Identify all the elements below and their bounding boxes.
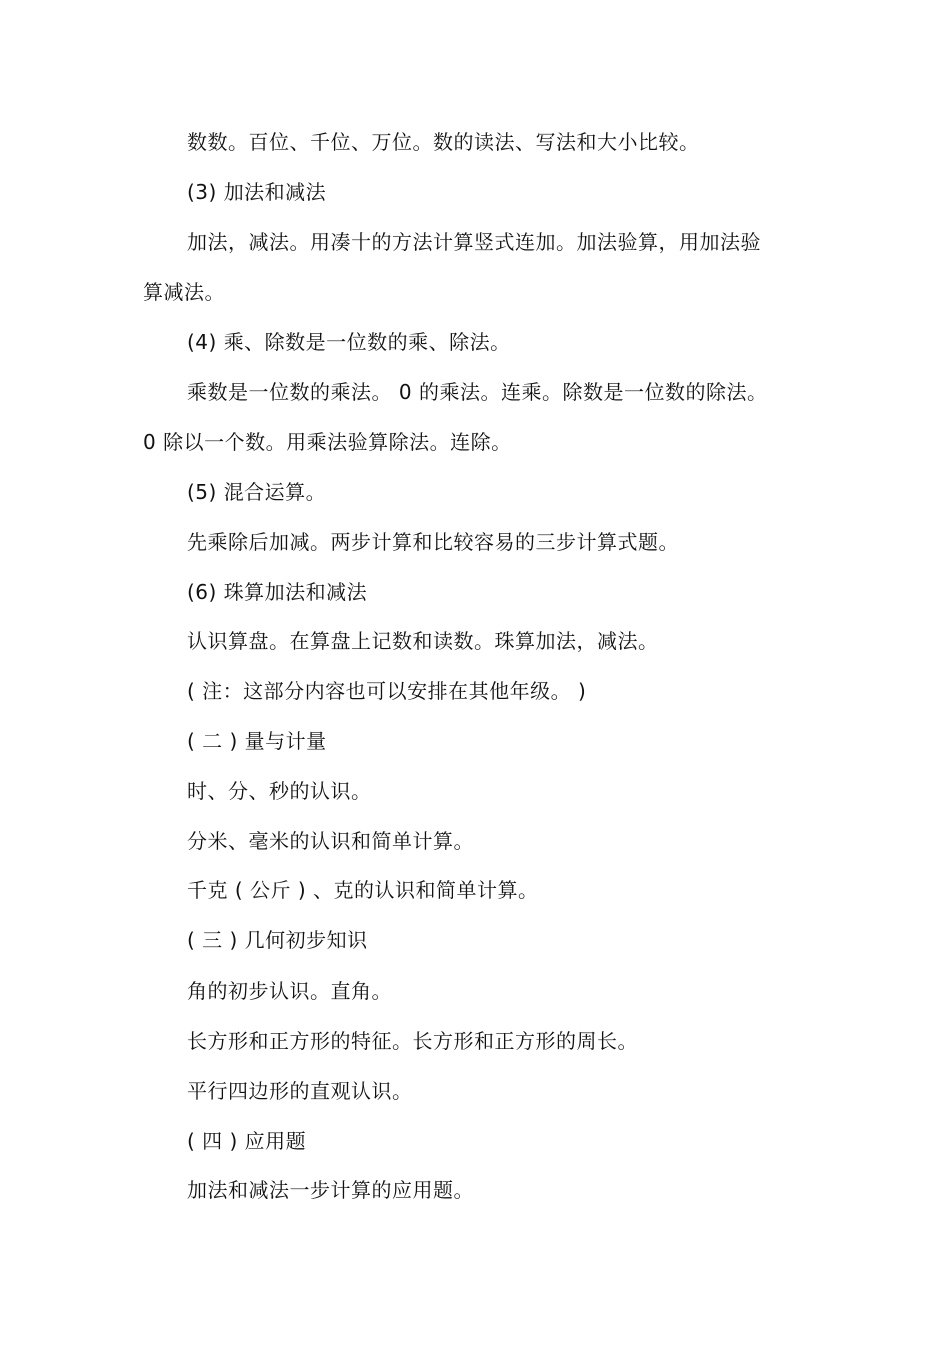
- text-line: 角的初步认识。直角。: [187, 979, 392, 1003]
- text-line: 0 除以一个数。用乘法验算除法。连除。: [143, 430, 512, 454]
- section-heading: (5) 混合运算。: [187, 480, 327, 504]
- text-line: 加法和减法一步计算的应用题。: [187, 1178, 474, 1202]
- section-heading: (4) 乘、除数是一位数的乘、除法。: [187, 330, 511, 354]
- text-line: 认识算盘。在算盘上记数和读数。珠算加法，减法。: [187, 629, 659, 653]
- section-heading: ( 四 ) 应用题: [187, 1129, 307, 1153]
- text-line: 千克 ( 公斤 ) 、克的认识和简单计算。: [187, 878, 539, 902]
- section-heading: ( 二 ) 量与计量: [187, 729, 327, 753]
- note-line: ( 注：这部分内容也可以安排在其他年级。 ): [187, 679, 587, 703]
- section-heading: ( 三 ) 几何初步知识: [187, 928, 368, 952]
- text-line: 平行四边形的直观认识。: [187, 1079, 413, 1103]
- text-line: 先乘除后加减。两步计算和比较容易的三步计算式题。: [187, 530, 679, 554]
- text-line: 数数。百位、千位、万位。数的读法、写法和大小比较。: [187, 130, 700, 154]
- text-line: 长方形和正方形的特征。长方形和正方形的周长。: [187, 1029, 638, 1053]
- text-line: 乘数是一位数的乘法。 0 的乘法。连乘。除数是一位数的除法。: [187, 380, 768, 404]
- text-line: 加法，减法。用凑十的方法计算竖式连加。加法验算，用加法验: [187, 230, 761, 254]
- section-heading: (3) 加法和减法: [187, 180, 327, 204]
- text-line: 时、分、秒的认识。: [187, 779, 372, 803]
- text-line: 分米、毫米的认识和简单计算。: [187, 829, 474, 853]
- section-heading: (6) 珠算加法和减法: [187, 580, 368, 604]
- text-line: 算减法。: [143, 280, 225, 304]
